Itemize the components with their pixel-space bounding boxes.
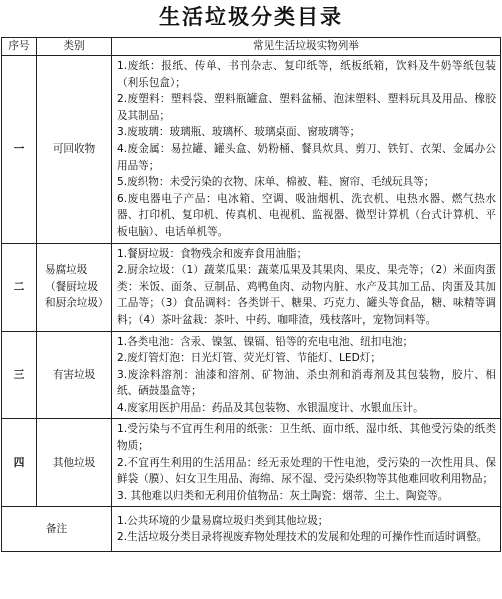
row-items <box>112 56 501 244</box>
item-line: 1.废纸：报纸、传单、书刊杂志、复印纸等，纸板纸箱，饮料及牛奶等纸包装（利乐包盒）； <box>117 60 496 89</box>
row-category: 其他垃圾 <box>37 419 112 507</box>
item-line: 1.餐厨垃圾：食物残余和废弃食用油脂； <box>117 247 308 260</box>
item-line: 2.不宜再生利用的生活用品：经无汞处理的干性电池，受污染的一次性用具、保鲜袋（膜）、妇女卫生用品、海绵、尿不湿、受污染织物等其他难回收利用物品； <box>117 456 496 486</box>
row-items <box>112 243 501 331</box>
item-line: 2.厨余垃圾：（1）蔬菜瓜果：蔬菜瓜果及其果肉、果皮、果壳等；（2）米面肉蛋类：米饭、面条、豆制品、鸡鸭鱼肉、动物内脏、水产及其加工品、肉蛋及其加工品等；（3）食品调料：各类饼干、糖果、巧克力、罐头等食品，糖、味精等调料；（4）茶叶盆栽：茶叶、中药、咖啡渣，残枝落叶，宠物饲料等。 <box>117 264 496 326</box>
table-row <box>2 243 501 331</box>
classification-table <box>1 37 501 552</box>
row-number: 二 <box>2 243 37 331</box>
header-no: 序号 <box>2 38 37 56</box>
item-line: 2.废塑料：塑料袋、塑料瓶罐盒、塑料盆桶、泡沫塑料、塑料玩具及用品、橡胶及其制品； <box>117 93 496 122</box>
note-label: 备注 <box>2 507 112 552</box>
table-row <box>2 331 501 419</box>
row-category: 可回收物 <box>37 56 112 244</box>
row-items <box>112 419 501 507</box>
table-row <box>2 419 501 507</box>
header-items: 常见生活垃圾实物列举 <box>112 38 501 56</box>
row-number: 四 <box>2 419 37 507</box>
item-line: 1.受污染与不宜再生利用的纸张：卫生纸、面巾纸、湿巾纸、其他受污染的纸类物质； <box>117 423 496 453</box>
item-line: 4.废家用医护用品：药品及其包装物、水银温度计、水银血压计。 <box>117 401 424 414</box>
note-items <box>112 507 501 552</box>
item-line: 6.废电器电子产品：电冰箱、空调、吸油烟机、洗衣机、电热水器、燃气热水器、打印机、复印机、传真机、电视机、监视器、微型计算机（台式计算机、平板电脑）、电话单机等。 <box>117 192 496 238</box>
row-number: 一 <box>2 56 37 244</box>
item-line: 3. 其他难以归类和无利用价值物品：灰土陶瓷：烟蒂、尘土、陶瓷等。 <box>117 489 449 502</box>
row-category: 有害垃圾 <box>37 331 112 419</box>
table-row <box>2 56 501 244</box>
note-line: 1.公共环境的少量易腐垃圾归类到其他垃圾； <box>117 514 329 527</box>
item-line: 1.各类电池：含汞、镍氢、镍镉、铅等的充电电池、纽扣电池； <box>117 335 414 348</box>
item-line: 4.废金属：易拉罐、罐头盒、奶粉桶、餐具炊具、剪刀、铁钉、衣架、金属办公用品等； <box>117 142 496 172</box>
header-category: 类别 <box>37 38 112 56</box>
item-line: 5.废织物：未受污染的衣物、床单、棉被、鞋、窗帘、毛绒玩具等； <box>117 176 435 189</box>
row-items <box>112 331 501 419</box>
item-line: 3.废玻璃：玻璃瓶、玻璃杯、玻璃桌面、窗玻璃等； <box>117 126 361 139</box>
note-row <box>2 507 501 552</box>
table-header-row <box>2 38 501 56</box>
document-title: 生活垃圾分类目录 <box>159 5 343 29</box>
item-line: 2.废灯管灯泡：日光灯管、荧光灯管、节能灯、LED灯； <box>117 352 381 365</box>
note-line: 2.生活垃圾分类目录将视废弃物处理技术的发展和处理的可操作性而适时调整。 <box>117 531 488 544</box>
item-line: 3.废涂料溶剂：油漆和溶剂、矿物油、杀虫剂和消毒剂及其包装物，胶片、相纸、硒鼓墨盒等； <box>117 368 496 398</box>
row-number: 三 <box>2 331 37 419</box>
row-category: 易腐垃圾（餐厨垃圾和厨余垃圾） <box>37 243 112 331</box>
